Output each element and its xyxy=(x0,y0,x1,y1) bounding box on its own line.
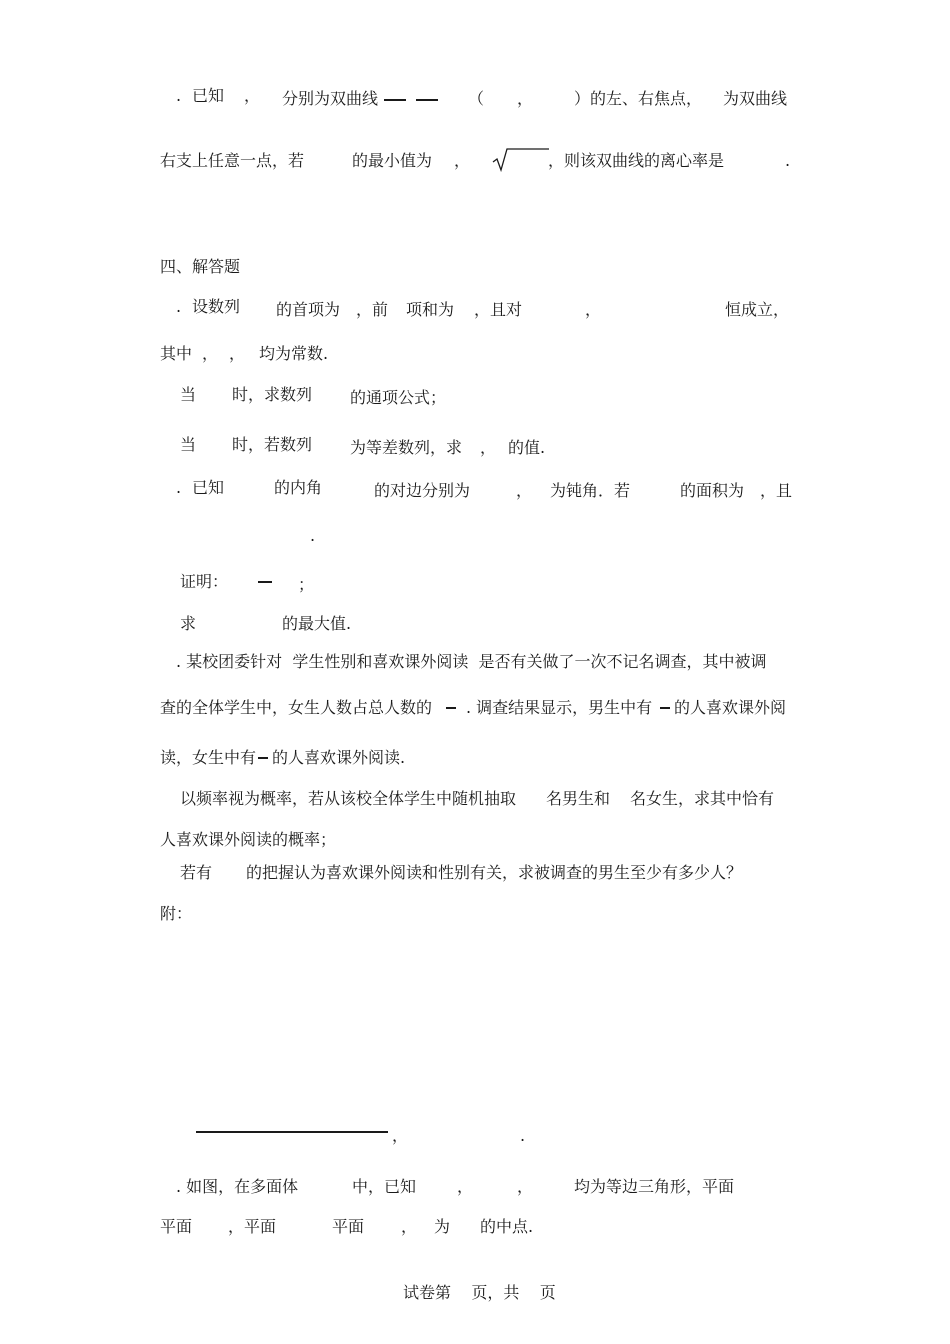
text: . 如图，在多面体 xyxy=(176,1177,299,1196)
text: 名男生和 xyxy=(546,789,611,808)
fraction-bar xyxy=(384,99,406,101)
question-number-dot: . xyxy=(176,478,182,497)
text: 均为常数. xyxy=(259,344,329,363)
text: 的值. xyxy=(508,438,546,457)
text: 的人喜欢课外阅读. xyxy=(272,748,406,767)
text: ，且 xyxy=(760,481,793,500)
text: 为双曲线 xyxy=(723,89,788,108)
text: 的首项为 xyxy=(276,300,341,319)
question-number-dot: . xyxy=(176,297,182,316)
text: 附： xyxy=(160,904,193,923)
text: 为钝角．若 xyxy=(550,481,631,500)
text: ， xyxy=(516,481,533,500)
text: 当 xyxy=(180,435,197,454)
text: 若有 xyxy=(180,863,213,882)
text: ， xyxy=(480,438,497,457)
text: ， xyxy=(517,89,534,108)
section-heading: 四、解答题 xyxy=(160,257,241,276)
text: 分别为双曲线 xyxy=(282,89,379,108)
text: ， xyxy=(517,1177,534,1196)
text: . xyxy=(520,1126,526,1145)
text: ，则该双曲线的离心率是 xyxy=(548,151,725,170)
formula-fraction-bar xyxy=(196,1131,388,1133)
text: . xyxy=(785,151,791,170)
text: 中，已知 xyxy=(352,1177,417,1196)
text: 的对边分别为 xyxy=(374,481,471,500)
text: 的最大值. xyxy=(282,614,352,633)
text: 的内角 xyxy=(274,478,323,497)
text: 为等差数列，求 xyxy=(350,438,463,457)
text: 项和为 xyxy=(406,300,455,319)
text: 均为等边三角形，平面 xyxy=(574,1177,735,1196)
page-footer: 试卷第 页，共 页 xyxy=(403,1283,556,1302)
fraction-bar xyxy=(258,581,272,583)
text: ； xyxy=(298,575,315,594)
text: 的面积为 xyxy=(680,481,745,500)
text: 平面 xyxy=(332,1217,365,1236)
text: . 某校团委针对 学生性别和喜欢课外阅读 是否有关做了一次不记名调查，其中被调 xyxy=(176,652,767,671)
text: . xyxy=(310,526,316,545)
text: 的通项公式； xyxy=(350,388,447,407)
text: ， xyxy=(454,151,471,170)
fraction-bar xyxy=(258,757,268,759)
text: ， xyxy=(202,344,219,363)
text: 当 xyxy=(180,385,197,404)
text: 的人喜欢课外阅 xyxy=(674,698,787,717)
text: 设数列 xyxy=(192,297,241,316)
text: 的把握认为喜欢课外阅读和性别有关，求被调查的男生至少有多少人？ xyxy=(246,863,743,882)
text: ， xyxy=(585,300,602,319)
text: 读，女生中有 xyxy=(160,748,257,767)
text: ，前 xyxy=(356,300,389,319)
text: 右支上任意一点，若 xyxy=(160,151,305,170)
text: ， xyxy=(401,1217,418,1236)
text: ，且对 xyxy=(474,300,523,319)
text: 人喜欢课外阅读的概率； xyxy=(160,830,337,849)
text: 已知 xyxy=(192,86,225,105)
text: ）的左、右焦点， xyxy=(574,89,703,108)
text: ， xyxy=(457,1177,474,1196)
text: 求 xyxy=(180,614,197,633)
text: 名女生，求其中恰有 xyxy=(630,789,775,808)
fraction-bar xyxy=(446,707,456,709)
text: ， xyxy=(392,1126,409,1145)
text: 恒成立， xyxy=(725,300,790,319)
text: 的最小值为 xyxy=(352,151,433,170)
text: 已知 xyxy=(192,478,225,497)
text: ， xyxy=(229,344,246,363)
text: 为 xyxy=(434,1217,451,1236)
text: 的中点. xyxy=(480,1217,534,1236)
text: 其中 xyxy=(160,344,193,363)
fraction-bar xyxy=(416,99,438,101)
fraction-bar xyxy=(660,707,670,709)
question-number-dot: . xyxy=(176,86,182,105)
text: （ xyxy=(468,89,485,108)
text: ， xyxy=(244,86,261,105)
text: 平面 xyxy=(160,1217,193,1236)
text: 证明： xyxy=(180,572,229,591)
text: 查的全体学生中，女生人数占总人数的 xyxy=(160,698,433,717)
text: 时，若数列 xyxy=(232,435,313,454)
text: 时，求数列 xyxy=(232,385,313,404)
text: . 调查结果显示，男生中有 xyxy=(466,698,653,717)
text: 以频率视为概率，若从该校全体学生中随机抽取 xyxy=(180,789,517,808)
text: ，平面 xyxy=(228,1217,277,1236)
sqrt-symbol xyxy=(492,146,550,172)
